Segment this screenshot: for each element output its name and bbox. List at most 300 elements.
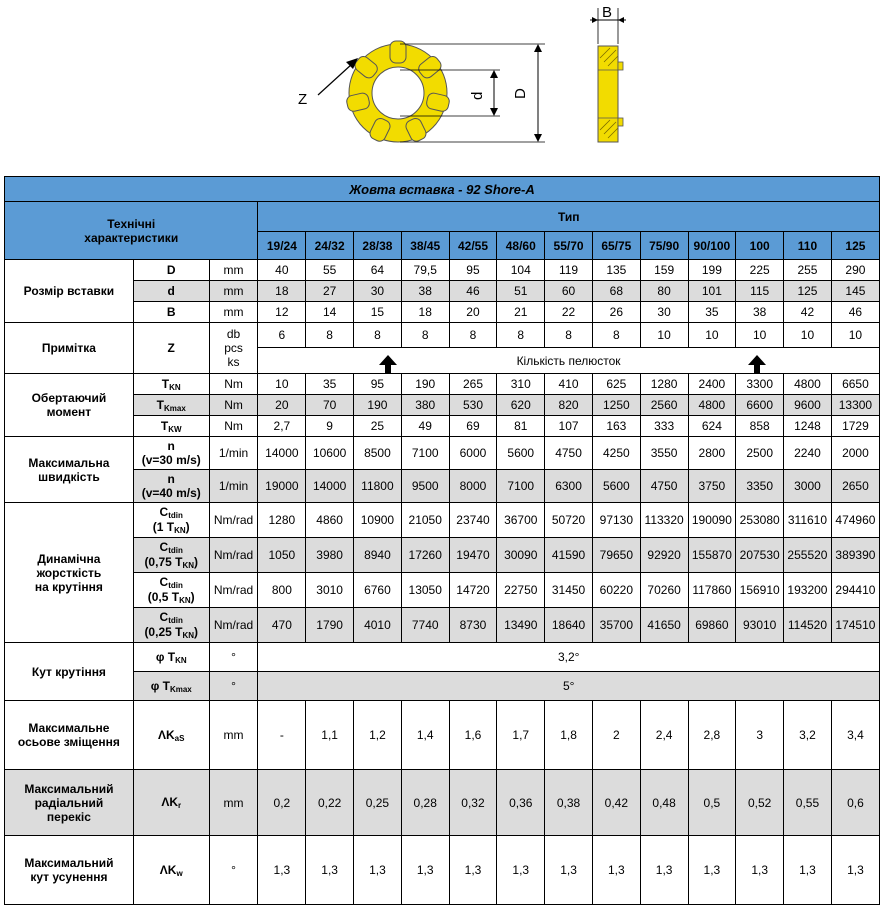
- symbol-cell: [133, 608, 209, 643]
- value-cell: [401, 416, 449, 437]
- value-cell-text: 31450: [551, 583, 586, 597]
- value-cell: [545, 302, 593, 323]
- unit-cell-text: Nm: [224, 377, 243, 391]
- value-cell-text: 19470: [456, 548, 490, 562]
- value-cell-text: 25: [370, 419, 385, 433]
- value-cell: [354, 836, 402, 905]
- symbol-sub: Kmax: [164, 403, 186, 413]
- value-cell-text: 125: [797, 284, 818, 298]
- value-cell-text: 13490: [504, 618, 538, 632]
- value-cell: [258, 608, 306, 643]
- value-cell-text: 2650: [842, 479, 869, 493]
- value-cell-text: 5600: [507, 446, 535, 460]
- spider-insert-front: [346, 41, 451, 143]
- type-col-header: [497, 232, 545, 260]
- value-cell: [545, 770, 593, 836]
- value-cell: [497, 573, 545, 608]
- symbol: [142, 439, 201, 467]
- value-cell: [688, 701, 736, 770]
- value-cell: [497, 260, 545, 281]
- value-cell: [401, 538, 449, 573]
- value-cell-text: 4250: [602, 446, 630, 460]
- value-cell: [545, 323, 593, 348]
- value-cell: [497, 395, 545, 416]
- value-cell: [258, 770, 306, 836]
- value-cell: [306, 770, 354, 836]
- value-cell: [640, 281, 688, 302]
- value-cell-text: 30090: [504, 548, 538, 562]
- value-cell: [258, 701, 306, 770]
- value-cell: [831, 470, 879, 503]
- unit-cell: [209, 643, 258, 672]
- type-col-header: [545, 232, 593, 260]
- symbol-cell-text: D: [166, 263, 176, 277]
- symbol-cell: [133, 323, 209, 374]
- cond-close: ): [194, 625, 199, 639]
- value-cell-text: 113320: [644, 513, 684, 527]
- table-row: [5, 177, 880, 202]
- value-span-cell-text: 3,2°: [557, 650, 580, 664]
- unit-cell: [209, 538, 258, 573]
- value-cell: [688, 437, 736, 470]
- type-col-header-text: 125: [845, 238, 866, 253]
- cond-sub: KN: [182, 631, 195, 640]
- group-label-insert-size: [5, 260, 134, 323]
- value-cell-text: 12: [275, 305, 289, 319]
- value-cell-text: 79650: [599, 548, 634, 562]
- value-cell: [784, 302, 832, 323]
- symbol-cell: [133, 643, 209, 672]
- value-cell: [354, 538, 402, 573]
- value-cell: [640, 323, 688, 348]
- value-cell: [640, 538, 688, 573]
- value-cell: [640, 573, 688, 608]
- value-cell-text: 0,38: [556, 795, 581, 810]
- arrow-up-icon: [748, 355, 766, 365]
- value-cell-text: 333: [654, 419, 675, 433]
- symbol-cell: [133, 281, 209, 302]
- value-cell-text: 97130: [599, 513, 634, 527]
- value-cell-text: 35700: [599, 618, 634, 632]
- unit-cell: [209, 395, 258, 416]
- group-label-axial-text: Максимальне осьове зміщення: [17, 721, 120, 749]
- value-cell-text: 190: [367, 398, 388, 412]
- unit-cell-text: °: [231, 679, 236, 693]
- group-label-angular: [5, 836, 134, 905]
- unit-cell: [209, 770, 258, 836]
- value-cell-text: 14000: [265, 446, 299, 460]
- value-cell: [592, 573, 640, 608]
- value-cell: [592, 281, 640, 302]
- value-cell: [401, 374, 449, 395]
- value-cell: [354, 395, 402, 416]
- symbol: [142, 472, 201, 500]
- value-cell-text: 159: [654, 263, 675, 277]
- value-cell: [545, 836, 593, 905]
- group-label-speed: [5, 437, 134, 503]
- symbol-cell: [133, 836, 209, 905]
- value-cell-text: 18: [275, 284, 289, 298]
- value-cell-text: 0,28: [413, 795, 437, 810]
- value-cell: [688, 538, 736, 573]
- value-cell-text: 0,22: [317, 795, 342, 810]
- value-cell-text: 30: [657, 305, 671, 319]
- value-cell: [258, 437, 306, 470]
- value-cell-text: 163: [606, 419, 627, 433]
- value-cell: [449, 395, 497, 416]
- symbol-sub: KW: [168, 424, 182, 434]
- type-col-header: [736, 232, 784, 260]
- value-cell-text: 8: [421, 328, 429, 342]
- value-cell-text: 3: [756, 728, 764, 742]
- symbol-sub: tdin: [168, 511, 183, 520]
- insert-diagram: [0, 0, 881, 176]
- symbol: [156, 650, 187, 664]
- value-cell-text: 93010: [742, 618, 777, 632]
- value-cell-text: 104: [510, 263, 531, 277]
- value-cell-text: 30: [370, 284, 385, 298]
- symbol-sub: KN: [169, 382, 181, 392]
- value-cell-text: 15: [370, 305, 385, 319]
- value-cell-text: 1250: [602, 398, 630, 412]
- value-cell: [258, 416, 306, 437]
- value-cell: [592, 302, 640, 323]
- value-cell: [449, 573, 497, 608]
- group-label-stiffness: [5, 503, 134, 643]
- value-cell: [831, 503, 879, 538]
- value-cell: [449, 608, 497, 643]
- symbol: [158, 728, 184, 742]
- table-row: [5, 573, 880, 608]
- symbol-cell: [133, 374, 209, 395]
- value-cell: [784, 260, 832, 281]
- unit-cell: [209, 281, 258, 302]
- value-cell: [306, 470, 354, 503]
- value-cell: [545, 538, 593, 573]
- value-cell-text: 95: [466, 263, 480, 277]
- table-row: [5, 323, 880, 348]
- value-cell: [497, 608, 545, 643]
- value-cell: [640, 416, 688, 437]
- table-row: [5, 672, 880, 701]
- symbol-main: C: [159, 540, 169, 554]
- symbol-cell: [133, 470, 209, 503]
- value-cell: [592, 323, 640, 348]
- value-cell-text: 2500: [746, 446, 774, 460]
- unit-cell: [209, 437, 258, 470]
- value-cell-text: 1,3: [703, 863, 721, 877]
- type-col-header: [306, 232, 354, 260]
- value-cell-text: 0,36: [509, 795, 533, 810]
- value-cell-text: 114520: [787, 618, 828, 632]
- value-cell: [354, 573, 402, 608]
- value-cell-text: 2800: [698, 446, 726, 460]
- type-col-header: [640, 232, 688, 260]
- value-cell-text: 2000: [842, 446, 869, 460]
- value-cell-text: 8: [565, 328, 572, 342]
- table-row: [5, 470, 880, 503]
- value-cell-text: 1280: [650, 377, 678, 391]
- value-cell: [831, 836, 879, 905]
- cond-sub: KN: [182, 561, 195, 570]
- value-cell: [258, 538, 306, 573]
- value-cell-text: 311610: [787, 513, 828, 527]
- value-cell-text: 8: [374, 328, 381, 342]
- value-cell-text: 3,4: [847, 728, 864, 742]
- value-cell-text: 190090: [691, 513, 732, 527]
- value-cell-text: 3010: [316, 583, 343, 597]
- value-cell-text: 193200: [787, 583, 828, 597]
- value-cell-text: 55: [322, 263, 337, 277]
- value-cell: [784, 395, 832, 416]
- value-cell: [592, 836, 640, 905]
- value-cell: [688, 281, 736, 302]
- value-cell: [592, 416, 640, 437]
- group-label-speed-text: Максимальна швидкість: [28, 455, 110, 484]
- table-row: [5, 302, 880, 323]
- value-cell-text: 18: [418, 305, 432, 319]
- symbol-cell: [133, 672, 209, 701]
- symbol-sub: tdin: [168, 581, 183, 590]
- value-cell: [306, 302, 354, 323]
- unit-cell: [209, 503, 258, 538]
- value-cell-text: 10: [705, 328, 719, 342]
- value-cell: [306, 437, 354, 470]
- value-cell: [497, 503, 545, 538]
- value-cell-text: 8000: [459, 479, 487, 493]
- table-row: [5, 770, 880, 836]
- value-cell: [831, 281, 879, 302]
- value-cell: [449, 302, 497, 323]
- value-cell-text: 1,3: [512, 863, 530, 877]
- symbol-main: T: [161, 376, 170, 391]
- table-row: [5, 416, 880, 437]
- value-cell-text: 380: [415, 398, 436, 412]
- value-cell-text: 115: [750, 284, 770, 298]
- value-cell-text: 8: [326, 328, 333, 342]
- value-cell-text: 9500: [411, 479, 439, 493]
- value-cell-text: 8: [612, 328, 620, 342]
- unit-cell-text: 1/min: [218, 479, 249, 493]
- value-cell: [354, 302, 402, 323]
- value-cell-text: 14: [322, 305, 337, 319]
- value-cell: [592, 608, 640, 643]
- value-cell: [306, 323, 354, 348]
- value-cell-text: 1,3: [607, 863, 625, 877]
- value-cell-text: 26: [609, 305, 623, 319]
- value-cell: [592, 437, 640, 470]
- group-label-radial-text: Максимальний радіальний перекіс: [24, 781, 114, 824]
- unit-cell: [209, 260, 258, 281]
- value-cell-text: 10: [657, 328, 671, 342]
- value-cell: [736, 437, 784, 470]
- symbol-sub: tdin: [168, 616, 183, 625]
- value-cell: [688, 323, 736, 348]
- value-cell: [640, 701, 688, 770]
- symbol-sub: w: [176, 868, 183, 878]
- value-cell-text: 290: [845, 263, 866, 277]
- table-row: [5, 836, 880, 905]
- cond-sub: KN: [174, 526, 186, 535]
- symbol-sub: Kmax: [169, 684, 192, 694]
- value-cell-text: 620: [510, 398, 531, 412]
- value-cell-text: 6000: [459, 446, 487, 460]
- value-cell: [258, 503, 306, 538]
- value-cell: [449, 701, 497, 770]
- label-D: D: [512, 88, 529, 99]
- value-cell-text: 13050: [408, 583, 442, 597]
- value-cell-text: 8940: [364, 548, 391, 562]
- tech-header-text: Технічні характеристики: [84, 216, 179, 245]
- note-caption-cell-text: Кількість пелюсток: [516, 353, 621, 368]
- value-cell-text: 255520: [787, 548, 828, 562]
- value-cell: [736, 770, 784, 836]
- value-cell-text: 3980: [316, 548, 343, 562]
- value-cell: [354, 437, 402, 470]
- symbol-main: C: [159, 610, 169, 624]
- value-cell: [784, 608, 832, 643]
- value-cell: [497, 374, 545, 395]
- value-cell: [592, 260, 640, 281]
- symbol: [153, 505, 190, 534]
- spec-table: [4, 176, 880, 905]
- value-cell-text: 10: [848, 328, 863, 342]
- table-row: [5, 608, 880, 643]
- value-cell-text: 22: [561, 305, 576, 319]
- value-cell-text: 4860: [316, 513, 343, 527]
- type-col-header: [449, 232, 497, 260]
- value-cell-text: 0,48: [652, 795, 676, 810]
- value-cell: [497, 416, 545, 437]
- value-cell: [401, 836, 449, 905]
- type-col-header: [784, 232, 832, 260]
- value-cell-text: 1,6: [464, 728, 482, 742]
- unit-cell-text: °: [231, 650, 236, 664]
- value-cell: [258, 573, 306, 608]
- unit-cell-text: Nm/rad: [213, 583, 254, 597]
- group-label-axial: [5, 701, 134, 770]
- value-cell-text: 101: [701, 284, 722, 298]
- value-cell: [449, 323, 497, 348]
- symbol-sub: r: [178, 801, 182, 810]
- value-cell-text: 0,55: [795, 795, 820, 810]
- group-label-twist-text: Кут крутіння: [31, 664, 106, 679]
- value-cell: [784, 836, 832, 905]
- type-col-header: [831, 232, 879, 260]
- value-cell: [592, 538, 640, 573]
- group-label-torque-text: Обертаючий момент: [31, 391, 107, 419]
- symbol-main: n: [167, 472, 175, 486]
- note-arrow-cell-2: [736, 348, 880, 374]
- value-cell: [736, 260, 784, 281]
- value-cell-text: 1,3: [273, 863, 291, 877]
- value-cell-text: 20: [275, 398, 289, 412]
- value-cell: [831, 770, 879, 836]
- value-cell: [449, 770, 497, 836]
- value-cell-text: 3,2: [799, 728, 816, 742]
- type-col-header-text: 19/24: [266, 238, 297, 253]
- value-cell-text: 36700: [504, 513, 538, 527]
- unit-cell-text: Nm: [224, 398, 243, 412]
- value-cell-text: 10900: [360, 513, 395, 527]
- value-cell-text: 474960: [835, 513, 876, 527]
- value-cell-text: 1,3: [464, 863, 482, 877]
- unit-cell-text: 1/min: [218, 446, 249, 460]
- value-cell: [736, 374, 784, 395]
- value-cell: [545, 573, 593, 608]
- value-cell: [497, 470, 545, 503]
- symbol: [160, 863, 183, 877]
- value-cell: [401, 395, 449, 416]
- value-cell: [354, 608, 402, 643]
- value-cell: [401, 701, 449, 770]
- value-cell-text: 1,8: [560, 728, 577, 742]
- value-cell: [640, 437, 688, 470]
- value-cell: [497, 323, 545, 348]
- value-cell-text: 156910: [739, 583, 780, 597]
- value-cell-text: 8500: [364, 446, 391, 460]
- value-cell-text: 14720: [456, 583, 490, 597]
- value-cell-text: 1,4: [416, 728, 434, 742]
- group-label-angular-text: Максимальний кут усунення: [24, 856, 114, 884]
- value-cell-text: 1,1: [321, 728, 338, 742]
- value-cell: [401, 470, 449, 503]
- value-cell-text: 2240: [794, 446, 821, 460]
- value-cell-text: 1,3: [416, 863, 434, 877]
- value-cell: [449, 538, 497, 573]
- value-cell-text: 1,2: [369, 728, 386, 742]
- type-header: [258, 202, 880, 232]
- value-cell: [401, 260, 449, 281]
- type-col-header: [258, 232, 306, 260]
- value-cell-text: 174510: [835, 618, 876, 632]
- spider-insert-side: [590, 4, 626, 142]
- value-cell-text: 38: [418, 284, 432, 298]
- value-cell: [401, 503, 449, 538]
- symbol: [144, 610, 198, 639]
- type-col-header-text: 28/38: [362, 238, 393, 253]
- label-z: Z: [298, 91, 308, 108]
- table-row: [5, 538, 880, 573]
- value-cell: [736, 538, 784, 573]
- value-cell-text: 0,2: [273, 795, 291, 810]
- symbol-main: ΛK: [161, 795, 178, 809]
- symbol-main: φ T: [150, 678, 170, 693]
- table-title-text: Жовта вставка - 92 Shore-A: [349, 181, 535, 197]
- value-cell: [592, 395, 640, 416]
- value-cell: [545, 437, 593, 470]
- value-cell-text: 10: [800, 328, 815, 342]
- symbol-cell-text: Z: [167, 341, 175, 355]
- group-label-stiffness-text: Динамічна жорсткість на крутіння: [34, 551, 103, 594]
- value-cell-text: 199: [701, 263, 722, 277]
- symbol-cond: (v=40 m/s): [141, 486, 201, 500]
- symbol-cell: [133, 437, 209, 470]
- value-cell-text: 35: [705, 305, 719, 319]
- value-cell: [688, 416, 736, 437]
- value-cell-text: 225: [749, 263, 770, 277]
- value-cell-text: 389390: [835, 548, 876, 562]
- value-cell-text: 6300: [555, 479, 582, 493]
- value-cell: [831, 573, 879, 608]
- unit-cell-text: Nm/rad: [213, 548, 254, 562]
- value-cell-text: 3350: [746, 479, 774, 493]
- value-cell-text: 1050: [268, 548, 296, 562]
- unit-cell-text: mm: [223, 795, 244, 810]
- value-cell: [545, 281, 593, 302]
- value-cell-text: 1,3: [655, 863, 673, 877]
- value-cell: [831, 323, 879, 348]
